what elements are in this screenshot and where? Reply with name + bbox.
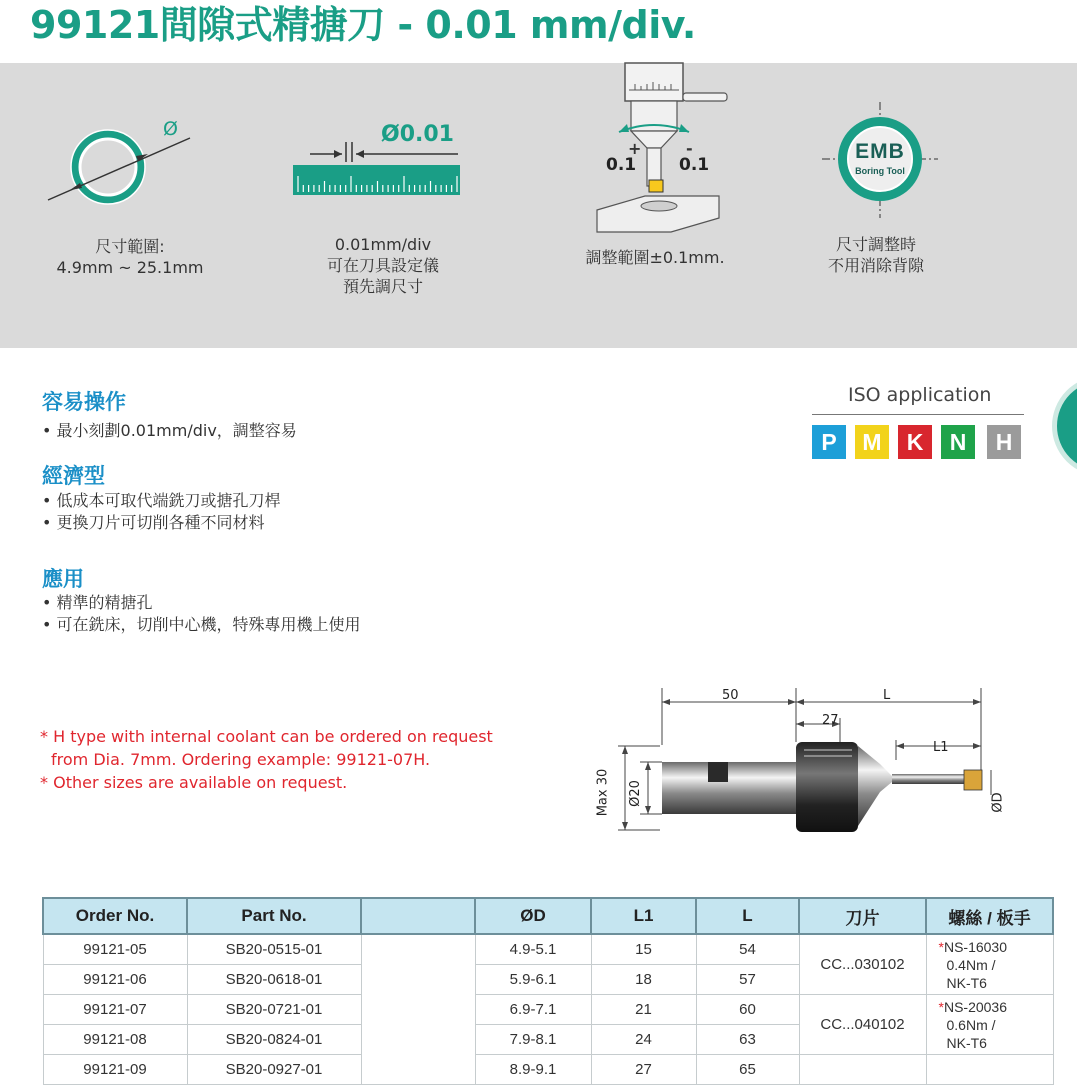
note-coolant xyxy=(40,725,493,771)
note-other-sizes xyxy=(40,771,347,794)
cell-od: 6.9-7.1 xyxy=(475,995,591,1025)
bullet-text: 可在銑床，切削中心機，特殊專用機上使用 xyxy=(56,615,361,634)
cell-l1: 15 xyxy=(591,934,696,965)
caption-line: 預先調尺寸 xyxy=(342,277,423,296)
col-od: ØD xyxy=(475,898,591,934)
section-bullet: • 更換刀片可切削各種不同材料 xyxy=(42,513,265,532)
cell-od: 7.9-8.1 xyxy=(475,1025,591,1055)
iso-grade-h: H xyxy=(987,425,1021,459)
caption-line: 不用消除背隙 xyxy=(827,256,924,275)
dim-max30: Max 30 xyxy=(595,768,611,817)
feature-caption-adjust xyxy=(555,247,755,268)
screw-line: 0.4Nm / xyxy=(946,956,996,973)
screw-star: * xyxy=(938,938,944,955)
cell-l1: 24 xyxy=(591,1025,696,1055)
cell-order-no: 99121-08 xyxy=(43,1025,187,1055)
cell-screw xyxy=(926,995,1053,1055)
note-star: * xyxy=(40,727,48,746)
page-title: 99121間隙式精搪刀 - 0.01 mm/div. xyxy=(30,3,696,47)
note-line xyxy=(40,748,493,771)
cell-l1: 18 xyxy=(591,965,696,995)
screw-line: NS-16030 xyxy=(943,938,1007,955)
cell-insert: CC...040102 xyxy=(799,995,926,1055)
note-text: H type with internal coolant can be ordered on request xyxy=(53,727,493,746)
cell-order-no: 99121-05 xyxy=(43,934,187,965)
caption-line: 尺寸範圍: xyxy=(95,237,165,256)
col-order-no: Order No. xyxy=(43,898,187,934)
section-bullet: • 低成本可取代端銑刀或搪孔刀桿 xyxy=(42,491,281,510)
iso-divider xyxy=(812,414,1024,415)
col-insert: 刀片 xyxy=(799,898,926,934)
emb-title: EMB xyxy=(855,140,905,163)
note-star: * xyxy=(40,773,48,792)
table-row xyxy=(43,995,1053,1025)
dim-27: 27 xyxy=(822,713,839,728)
caption-line: 0.01mm/div xyxy=(334,235,432,254)
emb-subtitle: Boring Tool xyxy=(855,166,905,176)
screw-line: NK-T6 xyxy=(946,974,987,991)
col-l: L xyxy=(696,898,799,934)
cell-insert xyxy=(799,1055,926,1085)
note-text: Other sizes are available on request. xyxy=(53,773,348,792)
cell-order-no: 99121-06 xyxy=(43,965,187,995)
iso-grade-k: K xyxy=(898,425,932,459)
section-bullet: • 可在銑床，切削中心機，特殊專用機上使用 xyxy=(42,615,361,634)
cell-l: 54 xyxy=(696,934,799,965)
cell-order-no: 99121-07 xyxy=(43,995,187,1025)
green-circle-decoration xyxy=(1052,376,1077,476)
adjust-left-value: 0.1 xyxy=(606,155,637,175)
boring-head-icon xyxy=(585,60,735,240)
feature-caption-scale xyxy=(283,234,483,297)
col-part-no: Part No. xyxy=(187,898,361,934)
table-row xyxy=(43,1055,1053,1085)
adjust-right-value: 0.1 xyxy=(679,155,710,175)
dim-L: L xyxy=(883,688,891,703)
iso-grade-m: M xyxy=(855,425,889,459)
cell-od: 5.9-6.1 xyxy=(475,965,591,995)
section-heading-economy: 經濟型 xyxy=(42,464,105,488)
section-bullet: • 最小刻劃0.01mm/div，調整容易 xyxy=(42,421,297,440)
cell-l1: 27 xyxy=(591,1055,696,1085)
note-text: from Dia. 7mm. Ordering example: 99121-07H. xyxy=(51,750,431,769)
section-heading-application: 應用 xyxy=(42,567,84,591)
cell-l1: 21 xyxy=(591,995,696,1025)
screw-line: NS-20036 xyxy=(943,998,1007,1015)
dim-d20: Ø20 xyxy=(627,780,643,807)
cell-part-no: SB20-0927-01 xyxy=(187,1055,361,1085)
dim-D: ØD xyxy=(990,792,1006,813)
caption-line: 4.9mm ~ 25.1mm xyxy=(56,258,204,277)
cell-l: 63 xyxy=(696,1025,799,1055)
cell-l: 65 xyxy=(696,1055,799,1085)
caption-line: 尺寸調整時 xyxy=(835,235,916,254)
bullet-text: 精準的精搪孔 xyxy=(56,593,153,612)
screw-line: NK-T6 xyxy=(946,1034,987,1051)
section-heading-easy: 容易操作 xyxy=(42,390,126,414)
cell-od: 8.9-9.1 xyxy=(475,1055,591,1085)
minus-sign: - xyxy=(686,139,693,158)
note-line xyxy=(40,725,493,748)
section-bullet: • 精準的精搪孔 xyxy=(42,593,153,612)
scale-label: Ø0.01 xyxy=(381,122,454,147)
cell-order-no: 99121-09 xyxy=(43,1055,187,1085)
cell-part-no: SB20-0721-01 xyxy=(187,995,361,1025)
bullet-text: 更換刀片可切削各種不同材料 xyxy=(56,513,265,532)
screw-line: 0.6Nm / xyxy=(946,1016,996,1033)
spec-table xyxy=(42,897,1054,1085)
table-row xyxy=(43,934,1053,965)
plus-sign: + xyxy=(628,139,642,158)
col-blank xyxy=(361,898,475,934)
cell-screw xyxy=(926,1055,1053,1085)
dim-50: 50 xyxy=(722,688,739,703)
cell-part-no: SB20-0515-01 xyxy=(187,934,361,965)
screw-star: * xyxy=(938,998,944,1015)
cell-blank xyxy=(361,934,475,1085)
cell-l: 57 xyxy=(696,965,799,995)
cell-od: 4.9-5.1 xyxy=(475,934,591,965)
diameter-symbol: Ø xyxy=(163,118,178,140)
tool-drawing xyxy=(590,680,1010,840)
cell-insert: CC...030102 xyxy=(799,934,926,995)
caption-line: 可在刀具設定儀 xyxy=(326,256,439,275)
caption-line: 調整範圍±0.1mm. xyxy=(585,248,725,267)
col-l1: L1 xyxy=(591,898,696,934)
feature-caption-range xyxy=(30,236,230,278)
dim-L1: L1 xyxy=(933,740,949,755)
bullet-text: 最小刻劃0.01mm/div，調整容易 xyxy=(56,421,297,440)
table-header-row xyxy=(43,898,1053,934)
iso-grade-p: P xyxy=(812,425,846,459)
iso-label: ISO application xyxy=(848,384,992,406)
bullet-text: 低成本可取代端銑刀或搪孔刀桿 xyxy=(56,491,281,510)
feature-caption-backlash xyxy=(776,234,976,276)
cell-part-no: SB20-0618-01 xyxy=(187,965,361,995)
iso-grade-n: N xyxy=(941,425,975,459)
cell-part-no: SB20-0824-01 xyxy=(187,1025,361,1055)
cell-screw xyxy=(926,934,1053,995)
cell-l: 60 xyxy=(696,995,799,1025)
col-screw: 螺絲 / 板手 xyxy=(926,898,1053,934)
